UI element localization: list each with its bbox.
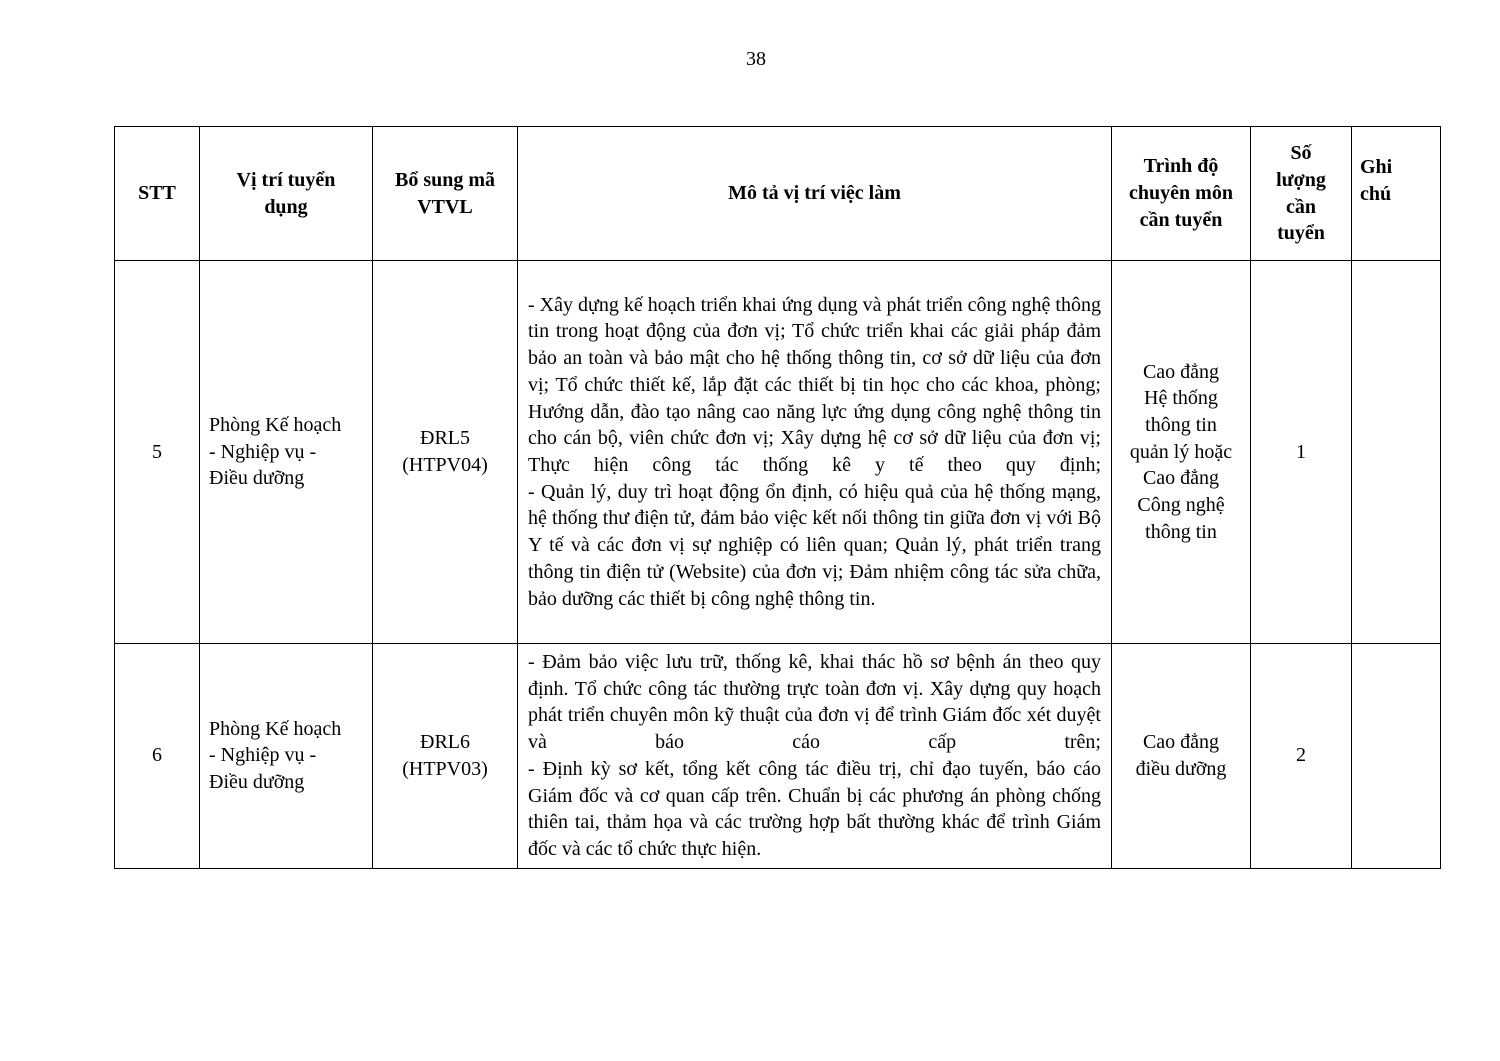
- page-number: 38: [746, 48, 766, 70]
- header-code: Bổ sung mã VTVL: [373, 127, 518, 261]
- qualification-line: Cao đẳng: [1142, 467, 1220, 490]
- code-line: ĐRL5: [420, 427, 470, 450]
- table-row: [115, 261, 1441, 644]
- position-line: Phòng Kế hoạch: [209, 717, 342, 740]
- table-row: [115, 644, 1441, 869]
- row-qualification: [1112, 261, 1251, 644]
- position-line: Điều dưỡng: [209, 771, 305, 794]
- recruitment-table: [114, 126, 1441, 869]
- description-paragraph: - Xây dựng kế hoạch triển khai ứng dụng và phát triển công nghệ thông tin trong hoạt động của đơn vị; Tổ chức triển khai các giải pháp đảm bảo an toàn và bảo mật cho hệ thống thông tin, cơ sở dữ liệu của đơn vị; Tổ chức thiết kế, lắp đặt các thiết bị tin học cho các khoa, phòng; Hướng dẫn, đào tạo nâng cao năng lực ứng dụng công nghệ thông tin cho cán bộ, viên chức đơn vị; Xây dựng hệ cơ sở dữ liệu của đơn vị; Thực hiện công tác thống kê y tế theo quy định;: [528, 293, 1101, 476]
- row-stt: 5: [115, 261, 200, 644]
- row-stt: 6: [115, 644, 200, 869]
- qualification-line: Công nghệ: [1137, 494, 1225, 517]
- header-qualification: Trình độ chuyên môn cần tuyển: [1112, 127, 1251, 261]
- row-position: [200, 644, 373, 869]
- qualification-line: thông tin: [1145, 413, 1217, 436]
- qualification-line: Cao đẳng: [1142, 731, 1220, 754]
- description-paragraph: - Đảm bảo việc lưu trữ, thống kê, khai thác hồ sơ bệnh án theo quy định. Tổ chức công tác thường trực toàn đơn vị. Xây dựng quy hoạch phát triển chuyên môn kỹ thuật của đơn vị để trình Giám đốc xét duyệt và báo cáo cấp trên;: [528, 651, 1101, 754]
- row-description: [518, 644, 1112, 869]
- code-line: ĐRL6: [420, 731, 470, 754]
- qualification-line: Hệ thống: [1144, 387, 1218, 410]
- row-position: [200, 261, 373, 644]
- header-stt: STT: [115, 127, 200, 261]
- position-line: - Nghiệp vụ -: [209, 744, 317, 767]
- description-paragraph: - Quản lý, duy trì hoạt động ổn định, có hiệu quả của hệ thống mạng, hệ thống thư điện tử, đảm bảo việc kết nối thông tin giữa đơn vị với Bộ Y tế và các đơn vị sự nghiệp có liên quan; Quản lý, phát triển trang thông tin điện tử (Website) của đơn vị; Đảm nhiệm công tác sửa chữa, bảo dưỡng các thiết bị công nghệ thông tin.: [528, 480, 1101, 610]
- header-position: Vị trí tuyển dụng: [200, 127, 373, 261]
- header-quantity: Số lượng cần tuyển: [1251, 127, 1352, 261]
- row-code: [373, 261, 518, 644]
- position-line: Phòng Kế hoạch: [209, 413, 342, 436]
- qualification-line: Cao đẳng: [1142, 360, 1220, 383]
- code-line: (HTPV04): [402, 454, 488, 476]
- row-quantity: 2: [1251, 644, 1352, 869]
- header-description: Mô tả vị trí việc làm: [518, 127, 1112, 261]
- header-note: Ghi chú: [1352, 127, 1441, 261]
- description-paragraph: - Định kỳ sơ kết, tổng kết công tác điều trị, chỉ đạo tuyến, báo cáo Giám đốc và cơ quan cấp trên. Chuẩn bị các phương án phòng chống thiên tai, thảm họa và các trường hợp bất thường khác để trình Giám đốc và các tổ chức thực hiện.: [528, 757, 1101, 860]
- row-quantity: 1: [1251, 261, 1352, 644]
- code-line: (HTPV03): [402, 757, 488, 780]
- row-note: [1352, 261, 1441, 644]
- row-note: [1352, 644, 1441, 869]
- position-line: Điều dưỡng: [209, 467, 305, 490]
- row-code: [373, 644, 518, 869]
- table-header-row: [115, 127, 1441, 261]
- qualification-line: thông tin: [1145, 520, 1217, 543]
- row-description: [518, 261, 1112, 644]
- qualification-line: điều dưỡng: [1135, 757, 1227, 780]
- row-qualification: [1112, 644, 1251, 869]
- qualification-line: quản lý hoặc: [1129, 440, 1233, 463]
- position-line: - Nghiệp vụ -: [209, 440, 317, 463]
